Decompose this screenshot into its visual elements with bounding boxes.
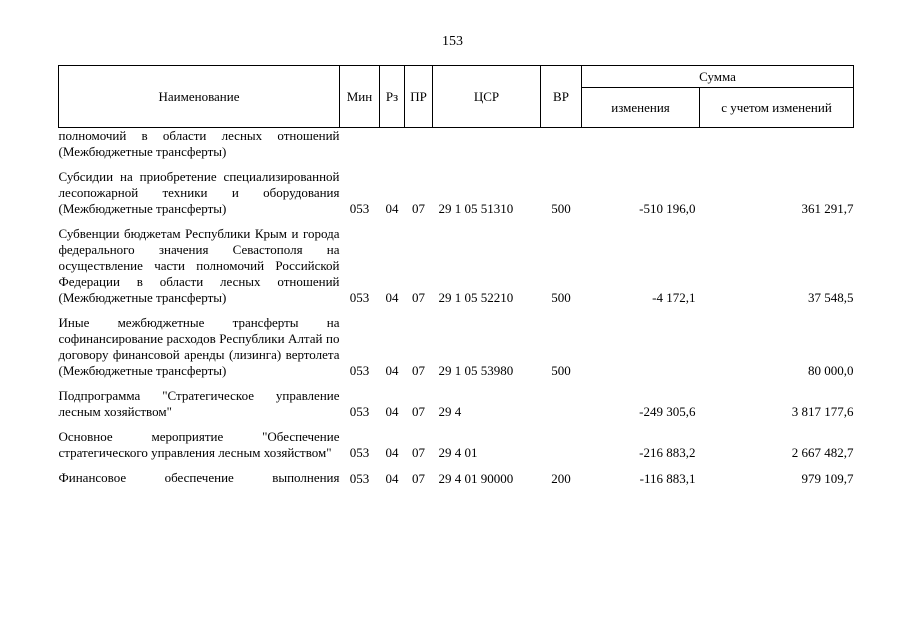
row-csr: 29 4 [438,404,462,419]
table-row [59,388,854,420]
row-pr: 07 [412,290,425,305]
row-total: 37 548,5 [808,290,854,305]
row-total: 80 000,0 [808,363,854,378]
row-pr: 07 [412,201,425,216]
row-csr: 29 4 01 [438,445,478,460]
table-row [59,315,854,379]
row-pr: 07 [412,445,425,460]
row-total: 2 667 482,7 [791,445,854,460]
row-vr: 500 [551,201,571,216]
row-rz [380,128,405,161]
row-pr: 07 [412,404,425,419]
table-row [59,470,854,487]
header-change: изменения [582,88,700,128]
row-rz: 04 [385,363,399,378]
row-change: -116 883,1 [639,471,696,486]
row-rz: 04 [385,201,399,216]
header-min: Мин [340,66,380,128]
row-name: полномочий в области лесных отношений (Межбюджетные трансферты) [58,128,340,159]
row-change: -510 196,0 [639,201,696,216]
row-min: 053 [349,201,370,216]
row-csr [433,128,541,161]
row-csr: 29 1 05 53980 [438,363,514,378]
row-rz: 04 [385,445,399,460]
table-row [59,128,854,161]
page-number: 153 [442,34,463,49]
row-min: 053 [349,471,370,486]
row-vr [541,388,582,420]
row-change: -249 305,6 [639,404,696,419]
row-name: Субсидии на приобретение специализированной лесопожарной техники и оборудования (Межбюджетные трансферты) [58,169,340,216]
row-name: Финансовое обеспечение выполнения [58,470,340,485]
row-pr [405,128,433,161]
table-header [59,66,854,128]
row-vr [541,128,582,161]
row-name: Иные межбюджетные трансферты на софинансирование расходов Республики Алтай по договору финансовой аренды (лизинга) вертолета (Межбюджетные трансферты) [58,315,340,378]
row-min: 053 [349,290,370,305]
row-change [582,128,700,161]
row-vr: 500 [551,363,571,378]
row-name: Субвенции бюджетам Республики Крым и города федерального значения Севастополя на осуществление части полномочий Российской Федерации в области лесных отношений (Межбюджетные трансферты) [58,226,340,305]
row-total [700,128,854,161]
row-spacer [59,217,854,226]
row-min: 053 [349,445,370,460]
table-row [59,169,854,217]
row-pr: 07 [412,471,425,486]
row-rz: 04 [385,290,399,305]
row-total: 979 109,7 [801,471,854,486]
row-spacer [59,379,854,388]
table-row [59,429,854,461]
row-spacer [59,160,854,169]
header-csr: ЦСР [433,66,541,128]
row-min: 053 [349,363,370,378]
row-csr: 29 1 05 51310 [438,201,514,216]
row-total: 3 817 177,6 [791,404,854,419]
row-change: -4 172,1 [652,290,696,305]
row-spacer [59,306,854,315]
row-csr: 29 4 01 90000 [438,471,514,486]
row-name: Основное мероприятие "Обеспечение стратегического управления лесным хозяйством" [58,429,340,460]
row-vr: 200 [551,471,571,486]
row-change [582,315,700,379]
table-body [59,128,854,488]
budget-table [58,65,854,487]
row-rz: 04 [385,404,399,419]
row-name: Подпрограмма "Стратегическое управление лесным хозяйством" [58,388,340,419]
header-vr: ВР [541,66,582,128]
header-pr: ПР [405,66,433,128]
row-vr [541,429,582,461]
header-rz: Рз [380,66,405,128]
row-pr: 07 [412,363,425,378]
row-total: 361 291,7 [801,201,854,216]
header-sum: Сумма [582,66,854,88]
row-vr: 500 [551,290,571,305]
header-total: с учетом изменений [700,88,854,128]
table-row [59,226,854,306]
row-change: -216 883,2 [639,445,696,460]
header-name: Наименование [59,66,340,128]
row-csr: 29 1 05 52210 [438,290,514,305]
row-spacer [59,420,854,429]
row-min [340,128,380,161]
row-min: 053 [349,404,370,419]
row-rz: 04 [385,471,399,486]
row-spacer [59,461,854,470]
